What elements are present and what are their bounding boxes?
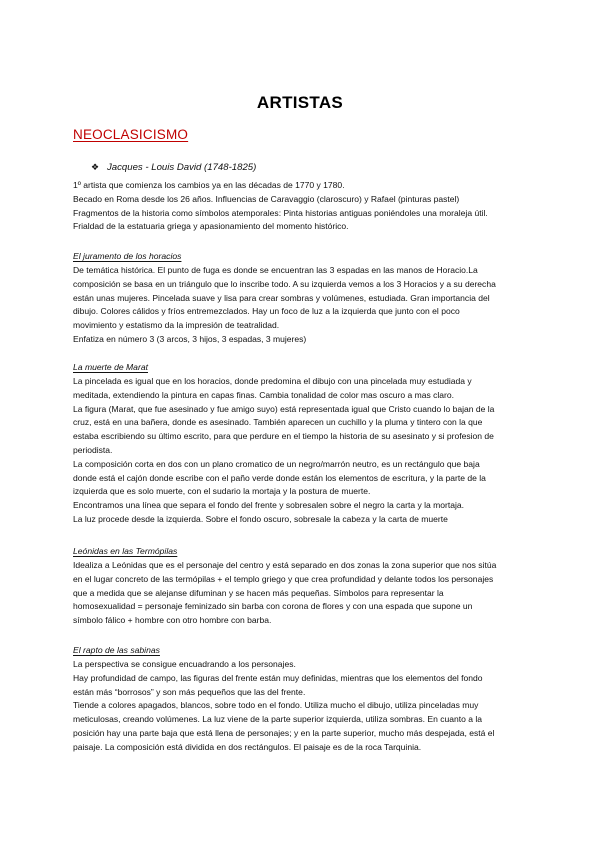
text-line: De temática histórica. El punto de fuga es donde se encuentran las 3 espadas en las manos de Horacio.La [73, 265, 478, 275]
work-description [73, 559, 533, 628]
text-line: meticulosas, creando volúmenes. La luz viene de la parte superior izquierda, utiliza sombras. En cuanto a la [73, 714, 483, 725]
intro-line: Becado en Roma desde los 26 años. Influencias de Caravaggio (claroscuro) y Rafael (pinturas pastel) [73, 193, 460, 204]
text-line: posición hay una parte baja que está llena de personajes; y en la parte superior, mucho más despejada, está el [73, 727, 495, 738]
text-line: paisaje. La composición está dividida en dos rectángulos. El paisaje es de la roca Tarquinia. [73, 741, 422, 752]
text-line: dibujo. Colores cálidos y fríos entremezclados. Hay un foco de luz a la izquierda que junto con el poco [73, 306, 460, 317]
text-line: cruz, está en una bañera, donde es asesinado. También aparecen un cuchillo y la pluma y tintero con la que [73, 417, 483, 428]
intro-line: 1º artista que comienza los cambios ya en las décadas de 1770 y 1780. [73, 180, 345, 190]
text-line: homosexualidad = personaje feminizado sin barba con corona de flores y con una espada que supone un [73, 601, 473, 612]
text-line: La luz procede desde la izquierda. Sobre el fondo oscuro, sobresale la cabeza y la carta de muerte [73, 513, 448, 524]
text-line: periodista. [73, 444, 113, 455]
text-line: Enfatiza en número 3 (3 arcos, 3 hijos, 3 espadas, 3 mujeres) [73, 333, 307, 344]
work-title: El rapto de las sabinas [73, 645, 160, 655]
diamond-bullet-icon: ❖ [91, 162, 100, 172]
text-line: Hay profundidad de campo, las figuras del frente están muy definidas, mientras que los elementos del fondo [73, 672, 483, 683]
text-line: izquierda que es solo muerte, con el sudario la mortaja y la postura de muerte. [73, 486, 371, 497]
intro-line: Fragmentos de la historia como símbolos atemporales: Pinta historias antiguas poniéndoles una moraleja útil. [73, 207, 488, 218]
text-line: La pincelada es igual que en los horacios, donde predomina el dibujo con una pincelada muy estudiada y [73, 376, 472, 386]
text-line: La perspectiva se consigue encuadrando a los personajes. [73, 659, 296, 669]
text-line: meditada, extendiendo la pintura en capas finas. Cambia tonalidad de color mas oscuro a mas claro. [73, 389, 455, 400]
text-line: La figura (Marat, que fue asesinado y fue amigo suyo) está representada igual que Cristo cuando lo bajan de la [73, 403, 495, 414]
work-title: El juramento de los horacios [73, 251, 182, 261]
work-title: La muerte de Marat [73, 362, 148, 372]
text-line: Idealiza a Leónidas que es el personaje del centro y está separado en dos zonas la zona superior que nos sitúa [73, 560, 497, 570]
text-line: Encontramos una línea que separa el fondo del frente y sobresalen sobre el negro la carta y la mortaja. [73, 500, 465, 511]
text-line: están más “borrosos” y son más pequeños que las del frente. [73, 686, 306, 697]
artist-intro [73, 179, 533, 234]
text-line: en el lugar concreto de las termópilas + el templo griego y que crea profundidad y delante todos los personajes [73, 573, 494, 584]
text-line: estaba escribiendo su último escrito, para que perdure en el tiempo la historia de su asesinato y si profesion de [73, 431, 494, 442]
work-description [73, 658, 533, 755]
work-title: Leónidas en las Termópilas [73, 546, 178, 556]
intro-line: Frialdad de la estatuaria griega y apasionamiento del momento histórico. [73, 221, 349, 232]
work-description [73, 375, 533, 527]
text-line: que a medida que se alejanse difuminan y se hacen más pequeñas. Símbolos para representar la [73, 587, 444, 598]
section-heading: NEOCLASICISMO [73, 127, 189, 142]
work-description [73, 264, 533, 347]
text-line: La composición corta en dos con un plano cromatico de un negro/marrón neutro, es un rectángulo que baja [73, 458, 480, 469]
document-title: ARTISTAS [256, 93, 344, 112]
text-line: están unas mujeres. Pincelada suave y lisa para crear sombras y volúmenes, estudiada. Gran importancia del [73, 292, 490, 303]
artist-name: Jacques - Louis David (1748-1825) [107, 162, 257, 173]
text-line: Tiende a colores apagados, blancos, sobre todo en el fondo. Utiliza mucho el dibujo, utiliza pinceladas muy [73, 700, 479, 711]
artist-heading [91, 162, 256, 173]
text-line: símbolo fálico + hombre con otro hombre con barba. [73, 615, 272, 626]
text-line: donde está el cajón donde escribe con el paño verde donde están los elementos de escritura, y la parte de la [73, 472, 486, 483]
text-line: composición se basa en un triángulo que lo inscribe todo. A su izquierda vemos a los 3 Horacios y a su derecha [73, 278, 496, 289]
text-line: movimiento y estatismo da la impresión de teatralidad. [73, 320, 280, 331]
